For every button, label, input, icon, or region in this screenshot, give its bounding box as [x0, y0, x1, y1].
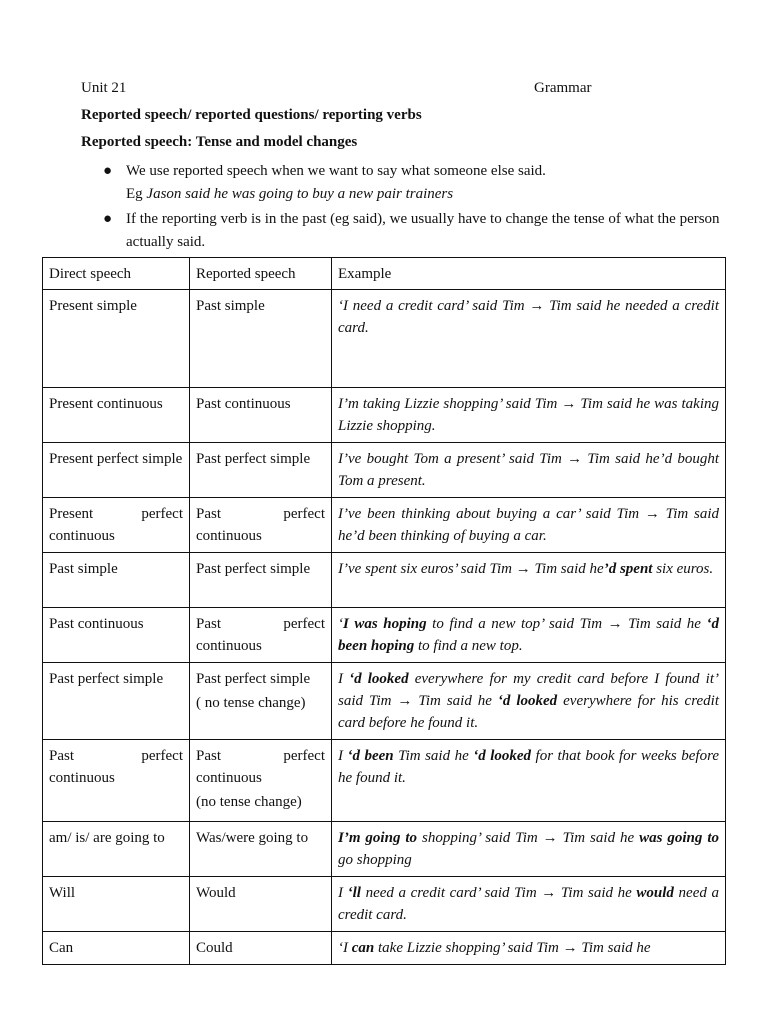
example-text: I: [338, 671, 350, 687]
example-bold-text: ‘d been: [347, 748, 394, 764]
example-text: ‘I need a credit card’ said Tim: [338, 298, 530, 314]
section-label: Grammar: [534, 80, 592, 96]
example-text: I: [338, 748, 348, 764]
table-header-row: [43, 258, 726, 290]
reported-tense: Past perfect continuous: [196, 506, 325, 544]
example-text: Tim said he: [412, 693, 498, 709]
arrow-right-icon: →: [542, 830, 558, 846]
reported-speech-cell: [190, 498, 332, 553]
reported-tense: Past perfect simple: [196, 671, 311, 687]
example-text: go shopping: [338, 852, 412, 868]
example-bold-text: was going to: [639, 830, 720, 846]
example-text: ‘I: [338, 940, 352, 956]
example-bold-text: would: [636, 885, 674, 901]
example-bold-text: ‘d looked: [473, 748, 532, 764]
example-text: I’m taking Lizzie shopping’ said Tim: [338, 396, 562, 412]
reported-speech-cell: [190, 822, 332, 877]
direct-speech-cell: Past simple: [43, 553, 190, 608]
example-cell: [332, 443, 726, 498]
table-row: [43, 608, 726, 663]
reported-speech-cell: [190, 553, 332, 608]
reported-note: (no tense change): [196, 794, 302, 810]
arrow-right-icon: →: [541, 885, 557, 901]
reported-tense: Would: [196, 885, 236, 901]
example-cell: [332, 932, 726, 965]
example-text: to find a new top’ said Tim: [426, 616, 608, 632]
table-row: [43, 443, 726, 498]
example-cell: [332, 608, 726, 663]
arrow-right-icon: →: [607, 616, 623, 632]
direct-speech-cell: Present perfect continuous: [43, 498, 190, 553]
example-text: I’ve spent six euros’ said Tim: [338, 561, 516, 577]
example-cell: [332, 822, 726, 877]
reported-speech-cell: [190, 608, 332, 663]
tense-change-table: [42, 257, 726, 965]
reported-speech-cell: [190, 290, 332, 388]
table-row: [43, 663, 726, 740]
direct-speech-cell: am/ is/ are going to: [43, 822, 190, 877]
arrow-right-icon: →: [562, 940, 578, 956]
reported-speech-cell: [190, 443, 332, 498]
bullet-dot-icon: ●: [103, 211, 113, 227]
unit-label: Unit 21: [81, 80, 127, 96]
example-bold-text: ‘d been hoping: [338, 616, 719, 654]
arrow-right-icon: →: [567, 451, 583, 467]
reported-tense: Could: [196, 940, 233, 956]
reported-tense: Past perfect continuous: [196, 616, 325, 654]
reported-speech-cell: [190, 663, 332, 740]
example-text: Tim said he’d been thinking of buying a car.: [338, 506, 719, 544]
example-cell: [332, 877, 726, 932]
reported-tense: Past perfect continuous: [196, 748, 325, 786]
example-text: need a credit card’ said Tim: [360, 885, 542, 901]
reported-tense: Was/were going to: [196, 830, 309, 846]
example-text: Tim said he: [556, 885, 637, 901]
example-bold-text: I was hoping: [343, 616, 427, 632]
direct-speech-cell: Present continuous: [43, 388, 190, 443]
example-text: everywhere for my credit card before I found it’ said Tim: [338, 671, 720, 709]
example-text: I’ve bought Tom a present’ said Tim: [338, 451, 568, 467]
example-bold-text: I’m going to: [338, 830, 418, 846]
example-text: shopping’ said Tim: [417, 830, 543, 846]
example-prefix: Eg: [126, 186, 143, 202]
direct-speech-cell: Will: [43, 877, 190, 932]
example-text: Tim said he was taking Lizzie shopping.: [338, 396, 720, 434]
example-cell: [332, 740, 726, 822]
arrow-right-icon: →: [644, 506, 660, 522]
direct-speech-cell: Present perfect simple: [43, 443, 190, 498]
example-bold-text: can: [351, 940, 375, 956]
reported-tense: Past simple: [196, 298, 265, 314]
table-row: [43, 553, 726, 608]
arrow-right-icon: →: [515, 561, 531, 577]
table-row: [43, 822, 726, 877]
reported-speech-cell: [190, 740, 332, 822]
reported-speech-cell: [190, 877, 332, 932]
bullet-list: [81, 160, 741, 256]
arrow-right-icon: →: [561, 396, 577, 412]
example-text: everywhere for his credit card before he found it.: [338, 693, 719, 731]
reported-speech-cell: [190, 932, 332, 965]
example-text: to find a new top.: [414, 638, 523, 654]
column-header-example: Example: [332, 258, 726, 290]
example-text: for that book for weeks before he found it.: [338, 748, 720, 786]
example-cell: [332, 553, 726, 608]
column-header-direct: Direct speech: [43, 258, 190, 290]
example-text: Tim said he: [557, 830, 640, 846]
example-text: need a credit card.: [338, 885, 719, 923]
example-cell: [332, 498, 726, 553]
example-bold-text: ‘ll: [347, 885, 361, 901]
example-bold-text: ‘d looked: [497, 693, 558, 709]
reported-tense: Past perfect simple: [196, 561, 311, 577]
example-text: take Lizzie shopping’ said Tim: [374, 940, 563, 956]
bullet-item: [81, 160, 741, 206]
direct-speech-cell: Present simple: [43, 290, 190, 388]
page-title: Reported speech/ reported questions/ reporting verbs: [81, 107, 422, 123]
table-row: [43, 290, 726, 388]
arrow-right-icon: →: [397, 693, 413, 709]
example-bold-text: ‘d looked: [349, 671, 409, 687]
bullet-item: [81, 208, 741, 254]
direct-speech-cell: Can: [43, 932, 190, 965]
example-text: Tim said he: [622, 616, 707, 632]
example-bold-text: ’d spent: [603, 561, 653, 577]
table-row: [43, 498, 726, 553]
reported-speech-cell: [190, 388, 332, 443]
reported-tense: Past continuous: [196, 396, 291, 412]
example-cell: [332, 388, 726, 443]
example-text: six euros.: [652, 561, 714, 577]
bullet-example: [126, 186, 453, 202]
direct-speech-cell: Past perfect simple: [43, 663, 190, 740]
example-text: Tim said he needed a credit card.: [338, 298, 719, 336]
reported-note: ( no tense change): [196, 695, 306, 711]
example-text: Tim said he: [577, 940, 651, 956]
column-header-reported: Reported speech: [190, 258, 332, 290]
table-row: [43, 932, 726, 965]
example-cell: [332, 290, 726, 388]
reported-tense: Past perfect simple: [196, 451, 311, 467]
example-sentence: Jason said he was going to buy a new pair trainers: [146, 186, 454, 202]
example-text: I: [338, 885, 348, 901]
table-row: [43, 877, 726, 932]
direct-speech-cell: Past continuous: [43, 608, 190, 663]
example-text: ‘: [338, 616, 343, 632]
direct-speech-cell: Past perfect continuous: [43, 740, 190, 822]
table-row: [43, 388, 726, 443]
example-text: Tim said he: [530, 561, 604, 577]
bullet-text: If the reporting verb is in the past (eg said), we usually have to change the tense of what the person actually said.: [126, 211, 720, 250]
bullet-dot-icon: ●: [103, 163, 113, 179]
bullet-text: We use reported speech when we want to say what someone else said.: [126, 163, 546, 179]
example-text: Tim said he’d bought Tom a present.: [338, 451, 719, 489]
example-text: Tim said he: [393, 748, 474, 764]
section-heading: Reported speech: Tense and model changes: [81, 134, 358, 150]
arrow-right-icon: →: [529, 298, 545, 314]
example-text: I’ve been thinking about buying a car’ said Tim: [338, 506, 645, 522]
table-row: [43, 740, 726, 822]
example-cell: [332, 663, 726, 740]
